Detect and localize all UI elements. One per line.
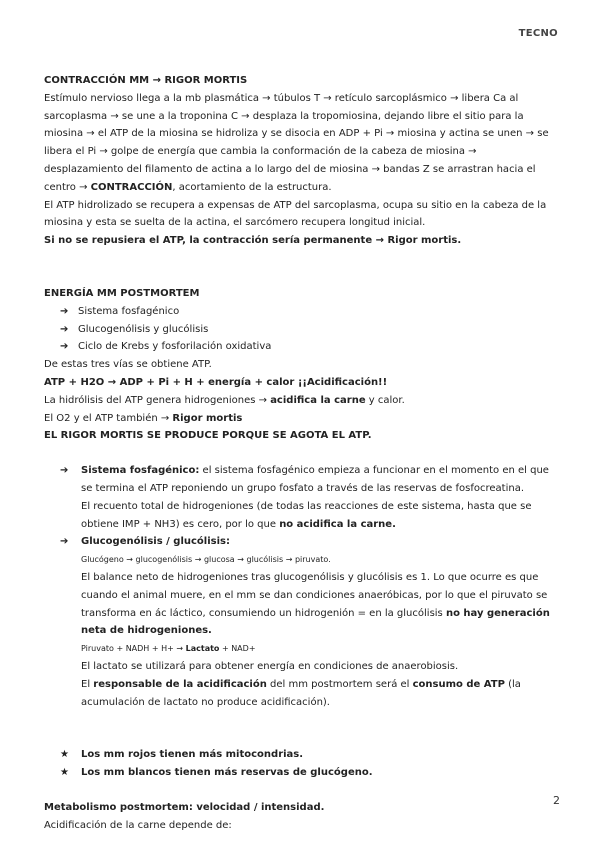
section-heading-energia: ENERGÍA MM POSTMORTEM bbox=[44, 287, 200, 299]
energy-pathways-list bbox=[44, 303, 556, 356]
arrow-bullet-icon: ➔ bbox=[60, 341, 69, 353]
paragraph-o2-atp: El O2 y el ATP también → Rigor mortis bbox=[44, 412, 243, 424]
arrow-bullet-icon: ➔ bbox=[60, 465, 69, 477]
arrow-bullet-icon: ➔ bbox=[60, 536, 69, 548]
glucolysis-pathway: Glucógeno → glucogenólisis → glucosa → glucólisis → piruvato. bbox=[81, 555, 331, 565]
paragraph-atp-recovery: El ATP hidrolizado se recupera a expensas de ATP del sarcoplasma, ocupa su sitio en la cabeza de la miosina y esta se suelta de la actina, el sarcómero recupera longitud inicial. bbox=[44, 199, 547, 229]
page-number: 2 bbox=[553, 794, 560, 807]
section-heading-contraccion: CONTRACCIÓN MM → RIGOR MORTIS bbox=[44, 75, 248, 86]
star-bullet-icon: ★ bbox=[60, 749, 69, 761]
list-item: ➔ Ciclo de Krebs y fosforilación oxidativa bbox=[44, 338, 556, 356]
list-item: ➔ Sistema fosfagénico bbox=[44, 303, 556, 321]
header-title: TECNO bbox=[518, 28, 558, 39]
paragraph-acidification: Acidificación de la carne depende de: bbox=[44, 819, 232, 831]
pathway-details-list bbox=[44, 462, 556, 711]
list-item-glucolisis: ➔ Glucogenólisis / glucólisis: Glucógeno → glucogenólisis → glucosa → glucólisis → piruvato. El balance neto de hidrogeniones tras glucogenólisis y glucólisis es 1. Lo que ocurre es que cuando el animal muere, en el mm se dan condiciones anaeróbicas, por lo que el piruvato se transforma en ác láctico, consumiendo un hidrogenión = en la glucólisis no hay generación neta de hidrogeniones. Piruvato + NADH + H+ → Lactato + NAD+ El lactato se utilizará para obtener energía en condiciones de anaerobiosis. El responsable de la acidificación del mm postmortem será el consumo de ATP (la acumulación de lactato no produce acidificación). bbox=[44, 533, 556, 711]
atp-equation: ATP + H2O → ADP + Pi + H + energía + calor ¡¡Acidificación!! bbox=[44, 376, 388, 388]
arrow-bullet-icon: ➔ bbox=[60, 323, 69, 335]
star-bullet-icon: ★ bbox=[60, 767, 69, 779]
lactate-equation: Piruvato + NADH + H+ → Lactato + NAD+ bbox=[81, 644, 256, 654]
paragraph-atp-sources: De estas tres vías se obtiene ATP. bbox=[44, 359, 212, 371]
document-body bbox=[44, 72, 556, 834]
paragraph-rigor-statement: Si no se repusiera el ATP, la contracción sería permanente → Rigor mortis. bbox=[44, 235, 462, 247]
section-heading-metabolismo: Metabolismo postmortem: velocidad / intensidad. bbox=[44, 801, 325, 813]
list-item: ➔ Glucogenólisis y glucólisis bbox=[44, 321, 556, 339]
arrow-bullet-icon: ➔ bbox=[60, 305, 69, 317]
paragraph-rigor-cause: EL RIGOR MORTIS SE PRODUCE PORQUE SE AGOTA EL ATP. bbox=[44, 430, 372, 442]
paragraph-contraccion-mechanism: Estímulo nervioso llega a la mb plasmática → túbulos T → retículo sarcoplásmico → libera Ca al sarcoplasma → se une a la troponina C → desplaza la tropomiosina, dejando libre el sitio para la miosina → el ATP de la miosina se hidroliza y se disocia en ADP + Pi → miosina y actina se unen → se libera el Pi → golpe de energía que cambia la conformación de la cabeza de miosina → desplazamiento del filamento de actina a lo largo del de miosina → bandas Z se arrastran hacia el centro → CONTRACCIÓN, acortamiento de la estructura. bbox=[44, 92, 549, 193]
list-item: ★ Los mm rojos tienen más mitocondrias. bbox=[44, 746, 556, 764]
list-item-fosfagenico: ➔ Sistema fosfagénico: el sistema fosfagénico empieza a funcionar en el momento en el que se termina el ATP reponiendo un grupo fosfato a través de las reservas de fosfocreatina. El recuento total de hidrogeniones (de todas las reacciones de este sistema, hasta que se obtiene IMP + NH3) es cero, por lo que no acidifica la carne. bbox=[44, 462, 556, 533]
star-notes-list bbox=[44, 746, 556, 782]
list-item: ★ Los mm blancos tienen más reservas de glucógeno. bbox=[44, 764, 556, 782]
paragraph-hydrolysis: La hidrólisis del ATP genera hidrogeniones → acidifica la carne y calor. bbox=[44, 394, 405, 406]
